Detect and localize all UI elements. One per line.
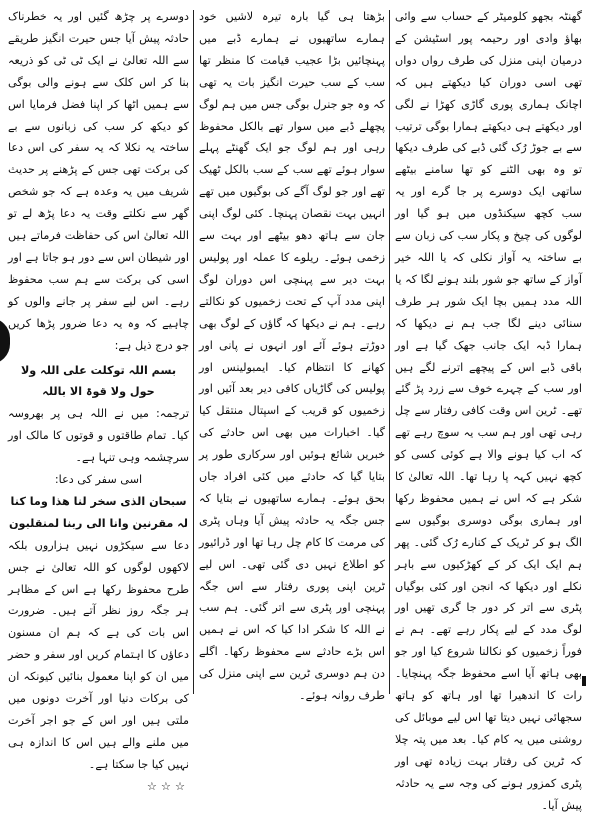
end-stars: ☆☆☆ xyxy=(146,779,189,793)
column-left xyxy=(8,6,189,793)
prayer-label: اسی سفر کی دعا: xyxy=(54,473,143,487)
column-middle xyxy=(199,6,385,703)
column-divider xyxy=(389,10,390,694)
translation: ترجمہ: میں نے اللہ ہی پر بھروسہ کیا۔ تمام طاقتوں و قوتوں کا مالک اور سرچشمہ وہی تنہا ہے۔ xyxy=(8,407,189,465)
paragraph: دعا سے سیکڑوں نہیں ہزاروں بلکہ لاکھوں لوگوں کو اللہ تعالیٰ نے جس طرح محفوظ رکھا ہے اس کے مظاہر ہر جگہ روز نظر آتے ہیں۔ ضرورت اس بات کی ہے کہ ہم ان مسنون دعاؤں کا اہتمام کریں اور سفر و حضر میں ان کو اپنا معمول بنائیں کیونکہ ان کی برکات دنیا اور آخرت دونوں میں ملتی ہیں اور اس کے جو اجر آخرت میں ملنے والے ہیں اس کا اندازہ ہی نہیں کیا جا سکتا ہے۔ xyxy=(8,538,189,771)
paragraph: بڑھتا ہی گیا بارہ تیرہ لاشیں خود ہمارے ساتھیوں نے ہمارے ڈبے میں پہنچائیں بڑا عجیب قیامت کا منظر تھا سب کے سب حیرت انگیز بات یہ تھی کہ وہ جو جنرل بوگی جس میں ہم لوگ پچھلے ڈبے میں سوار تھے بالکل محفوظ رہی اور ہم لوگ جو ایک گھنٹے پہلے سوار ہوئے تھے سب کے سب بالکل ٹھیک تھے اور جو لوگ آگے کی بوگیوں میں تھے انہیں بہت نقصان پہنچا۔ کئی لوگ اپنی جان سے ہاتھ دھو بیٹھے اور بہت سے زخمی ہوئے۔ ریلوے کا عملہ اور پولیس بہت دیر سے پہنچی اس دوران لوگ اپنی مدد آپ کے تحت زخمیوں کو نکالتے رہے۔ ہم نے دیکھا کہ گاؤں کے لوگ بھی دوڑتے ہوئے آئے اور انہوں نے پانی اور کھانے کا انتظام کیا۔ ایمبولینس اور پولیس کی گاڑیاں کافی دیر بعد آئیں اور زخمیوں کو قریب کے اسپتال منتقل کیا گیا۔ اخبارات میں بھی اس حادثے کی خبریں شائع ہوئیں اور سرکاری طور پر بتایا گیا کہ حادثے میں کئی افراد جاں بحق ہوئے۔ ہمارے ساتھیوں نے بتایا کہ جس جگہ یہ حادثہ پیش آیا وہاں پٹری کی مرمت کا کام چل رہا تھا اور ڈرائیور کو اطلاع نہیں دی گئی تھی۔ اس لیے ٹرین اپنی پوری رفتار سے اس جگہ پہنچی اور پٹری سے اتر گئی۔ ہم سب نے اللہ کا شکر ادا کیا کہ اس نے ہمیں اس بڑے حادثے سے محفوظ رکھا۔ اگلے دن ہم دوسری ٹرین سے اپنی منزل کی طرف روانہ ہوئے۔ xyxy=(199,10,385,703)
paragraph: دوسرے پر چڑھ گئیں اور یہ خطرناک حادثہ پیش آیا جس حیرت انگیز طریقے سے اللہ تعالیٰ نے ایک ٹی ٹی کو ذریعہ بنا کر اس کلک سے ہونے والی بوگی سے ہمیں اٹھا کر اپنا فضل فرمایا اس کو دیکھ کر سب کی زبانوں سے بے ساختہ یہ نکلا کہ یہ سفر کی اس دعا کی برکت تھی جس کے پڑھنے پر حدیث شریف میں یہ وعدہ ہے کہ جو شخص گھر سے نکلتے وقت یہ دعا پڑھ لے تو اللہ تعالیٰ اس کی حفاظت فرماتے ہیں اور شیطان اس سے دور ہو جاتا ہے اور اسی کی برکت سے ہم سب محفوظ رہے۔ اس لیے سفر پر جانے والوں کو چاہیے کہ وہ یہ دعا ضرور پڑھا کریں جو درج ذیل ہے: xyxy=(8,10,189,352)
column-right xyxy=(395,6,582,812)
prayer-text: سبحان الذی سخر لنا ھذا وما کنا لہ مقرنین وانا الی ربنا لمنقلبون xyxy=(9,494,188,530)
page-mark xyxy=(582,676,586,686)
article-page xyxy=(8,6,582,812)
column-divider xyxy=(193,10,194,694)
paragraph-lead: گھنٹہ بجھو کلومیٹر کے حساب سے وائی بھاؤ وادی اور رحیمہ پور اسٹیشن کے درمیان اپنی منزل کی طرف رواں دواں تھی اسی دوران کیا دیکھتے ہیں کہ اچانک ہماری پوری گاڑی کھڑا نے لگی اور دیکھتے ہی دیکھتے ہمارا بوگی ترتیب سے بے جوڑ رُک گئی ڈبے کی طرف دیکھا تو وہ بھی الٹنے کو تھا سامنے بیٹھے ساتھی ایک دوسرے پر جا گرے اور یہ سب کچھ سیکنڈوں میں ہو گیا اور لوگوں کی چیخ و پکار سب کی زبان سے بے ساختہ یہ آواز نکلی کہ یا اللہ خیر آواز کے ساتھ جو شور بلند ہونے لگا کہ یا اللہ مدد ہمیں بچا ایک شور ہر طرف سنائی دینے لگا جب ہم نے دیکھا کہ ہمارا ڈبہ ایک جانب جھک گیا ہے اور باقی ڈبے اس کے پیچھے اترنے لگے ہیں اور سب کے چہرے خوف سے زرد پڑ گئے تھے۔ ٹرین اس وقت کافی رفتار سے چل رہی تھی اور ہم سب یہ سوچ رہے تھے کہ اب کیا ہونے والا ہے کوئی کسی کو کچھ نہیں کہہ پا رہا تھا۔ اللہ تعالیٰ کا شکر ہے کہ اس نے ہمیں محفوظ رکھا اور ہماری بوگی دوسری بوگیوں سے الگ ہو کر ٹریک کے کنارے رُک گئی۔ پھر ہم ایک ایک کر کے کھڑکیوں سے باہر نکلے اور دیکھا کہ انجن اور کئی بوگیاں پٹری سے اتر کر دور جا گری تھیں اور لوگ مدد کے لیے پکار رہے تھے۔ ہم نے فوراً زخمیوں کو نکالنا شروع کیا اور جو بھی ہاتھ آیا اسے محفوظ جگہ پہنچایا۔ رات کا اندھیرا تھا اور ہاتھ کو ہاتھ سجھائی نہیں دیتا تھا اس لیے موبائل کی روشنی میں یہ کام کیا۔ بعد میں پتہ چلا کہ ٹرین کی رفتار بہت زیادہ تھی اور پٹری کمزور ہونے کی وجہ سے یہ حادثہ پیش آیا۔ xyxy=(395,10,582,812)
prayer-text: بسم اللہ توکلت علی اللہ ولا حول ولا قوۃ الا باللہ xyxy=(20,363,177,399)
